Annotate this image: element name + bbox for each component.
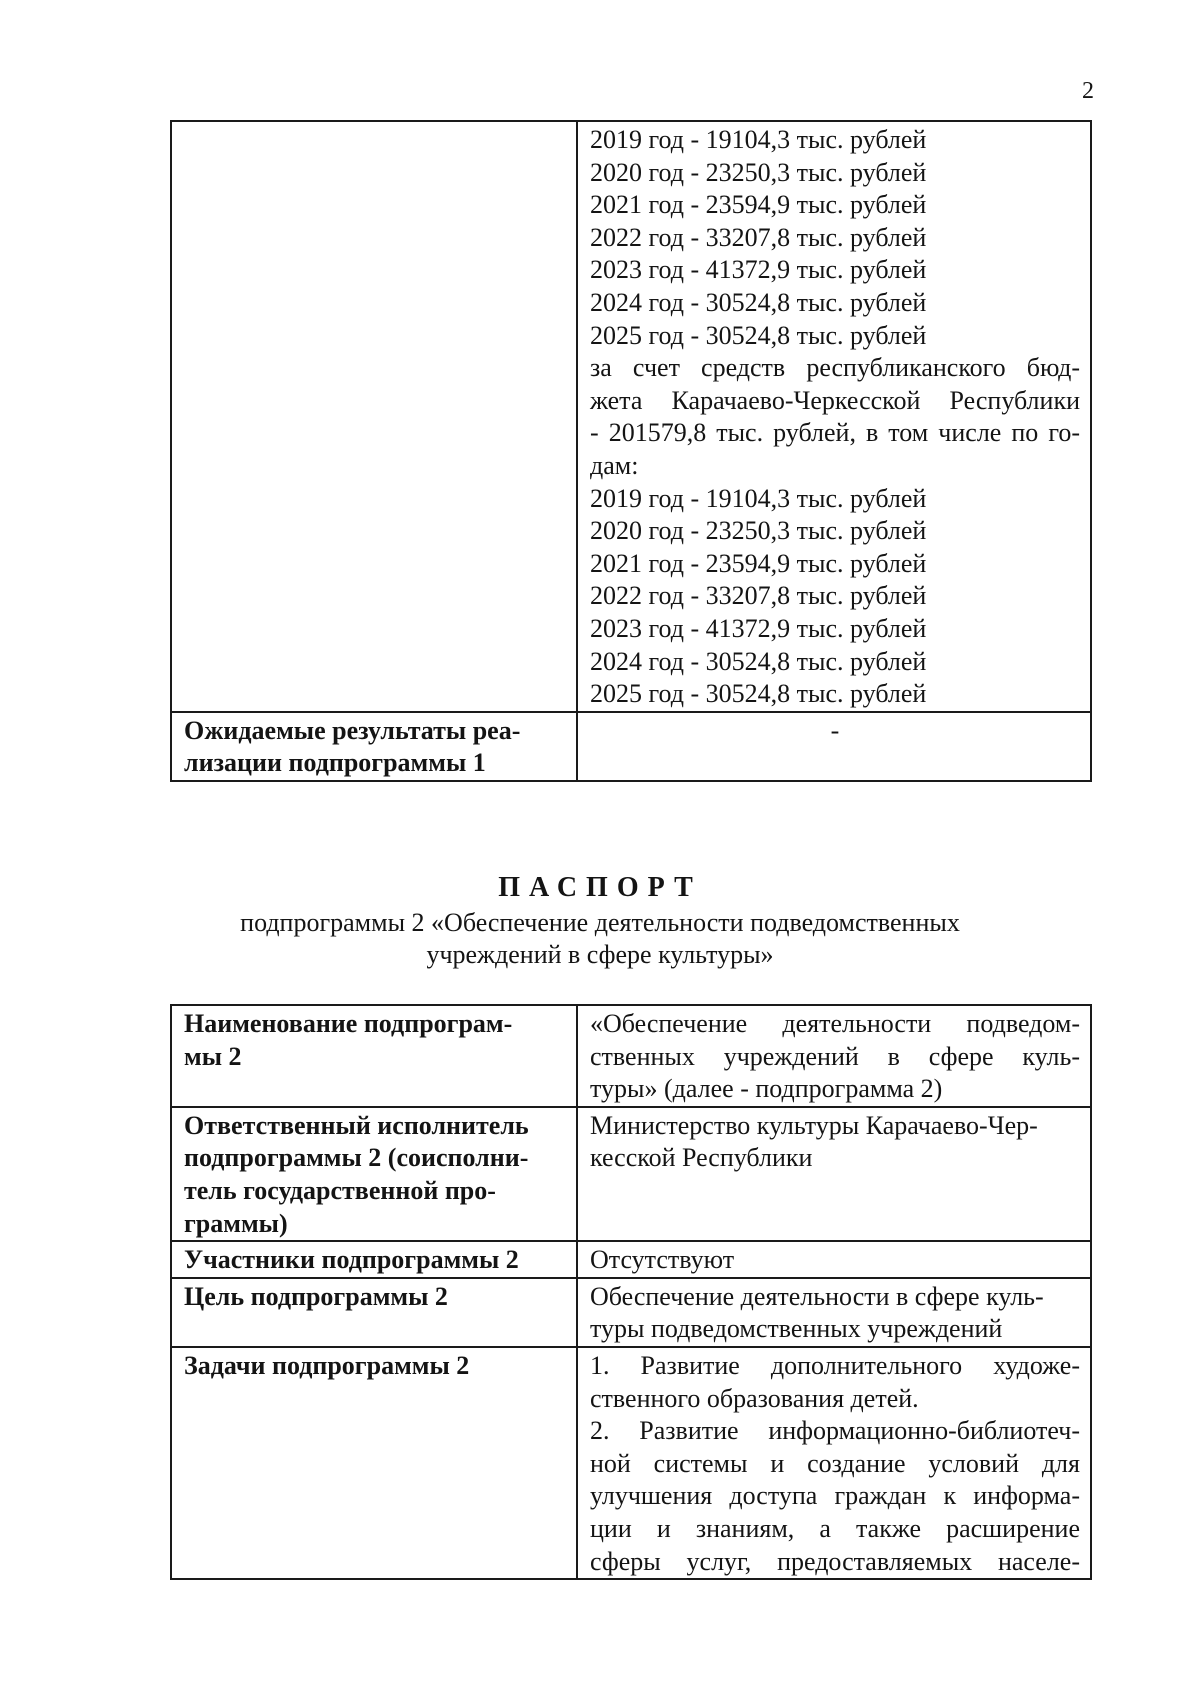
passport-subtitle-line1: подпрограммы 2 «Обеспечение деятельности подведомственных (240, 908, 960, 937)
funding-line: 2020 год - 23250,3 тыс. рублей (590, 516, 927, 546)
funding-line: 2021 год - 23594,9 тыс. рублей (590, 548, 927, 578)
funding-line: 2023 год - 41372,9 тыс. рублей (590, 255, 927, 285)
table-row-expected-results (171, 712, 1091, 781)
label-line: Участники подпрограммы 2 (184, 1245, 519, 1275)
value-line: Министерство культуры Карачаево-Чер- (590, 1110, 1038, 1140)
passport-title: ПАСПОРТ (498, 872, 702, 903)
page-number: 2 (1082, 78, 1094, 104)
row-value (577, 1347, 1091, 1579)
table-row-name (171, 1005, 1091, 1107)
label-line: Ответственный исполнитель (184, 1110, 529, 1140)
value-line: улучшения доступа граждан к информа- (590, 1481, 1080, 1511)
budget-line: - 201579,8 тыс. рублей, в том числе по го- (590, 418, 1080, 448)
value-line: туры подведомственных учреждений (590, 1314, 1003, 1344)
funding-label-cell (171, 121, 577, 712)
label-line: Задачи подпрограммы 2 (184, 1350, 470, 1380)
value-line: ственных учреждений в сфере куль- (590, 1041, 1080, 1071)
value-line: ственного образования детей. (590, 1383, 919, 1413)
row-value (577, 1241, 1091, 1278)
funding-line: 2024 год - 30524,8 тыс. рублей (590, 287, 927, 317)
table-row-responsible (171, 1107, 1091, 1241)
row-label (171, 1278, 577, 1347)
table-row-funding (171, 121, 1091, 712)
value-line: 1. Развитие дополнительного художе- (590, 1350, 1080, 1380)
label-line: лизации подпрограммы 1 (184, 748, 486, 778)
value-line: сферы услуг, предоставляемых населе- (590, 1546, 1080, 1576)
label-line: мы 2 (184, 1041, 242, 1071)
expected-results-label (171, 712, 577, 781)
funding-line: 2022 год - 33207,8 тыс. рублей (590, 581, 927, 611)
value-line: 2. Развитие информационно-библиотеч- (590, 1416, 1080, 1446)
subprogram1-passport-table (170, 120, 1092, 782)
row-value (577, 1278, 1091, 1347)
funding-line: 2022 год - 33207,8 тыс. рублей (590, 222, 927, 252)
row-value (577, 1005, 1091, 1107)
value-line: туры» (далее - подпрограмма 2) (590, 1074, 943, 1104)
table-row-participants (171, 1241, 1091, 1278)
table-row-goal (171, 1278, 1091, 1347)
funding-line: 2025 год - 30524,8 тыс. рублей (590, 320, 927, 350)
value-line: Обеспечение деятельности в сфере куль- (590, 1281, 1044, 1311)
funding-line: 2024 год - 30524,8 тыс. рублей (590, 646, 927, 676)
value-line: «Обеспечение деятельности подведом- (590, 1009, 1080, 1038)
value-line: кесской Республики (590, 1143, 813, 1173)
funding-line: 2020 год - 23250,3 тыс. рублей (590, 157, 927, 187)
table-row-tasks (171, 1347, 1091, 1579)
label-line: Цель подпрограммы 2 (184, 1281, 448, 1311)
passport-subtitle-line2: учреждений в сфере культуры» (426, 940, 774, 969)
expected-results-value: - (577, 712, 1091, 781)
value-line: Отсутствуют (590, 1245, 735, 1275)
row-label (171, 1241, 577, 1278)
row-label (171, 1005, 577, 1107)
funding-line: 2023 год - 41372,9 тыс. рублей (590, 613, 927, 643)
funding-line: 2025 год - 30524,8 тыс. рублей (590, 679, 927, 709)
funding-line: 2019 год - 19104,3 тыс. рублей (590, 125, 927, 154)
budget-line: за счет средств республиканского бюд- (590, 353, 1080, 383)
label-line: Наименование подпрограм- (184, 1009, 513, 1038)
label-line: тель государственной про- (184, 1175, 496, 1205)
row-label (171, 1107, 577, 1241)
row-value (577, 1107, 1091, 1241)
funding-line: 2021 год - 23594,9 тыс. рублей (590, 190, 927, 220)
value-line: ной системы и создание условий для (590, 1448, 1080, 1478)
label-line: Ожидаемые результаты реа- (184, 715, 521, 745)
budget-line: дам: (590, 450, 639, 480)
funding-line: 2019 год - 19104,3 тыс. рублей (590, 483, 927, 513)
label-line: граммы) (184, 1208, 288, 1238)
value-line: ции и знаниям, а также расширение (590, 1513, 1080, 1543)
budget-line: жета Карачаево-Черкесской Республики (590, 385, 1080, 415)
subprogram2-passport-table (170, 1004, 1092, 1580)
row-label (171, 1347, 577, 1579)
funding-value-cell (577, 121, 1091, 712)
label-line: подпрограммы 2 (соисполни- (184, 1143, 529, 1173)
